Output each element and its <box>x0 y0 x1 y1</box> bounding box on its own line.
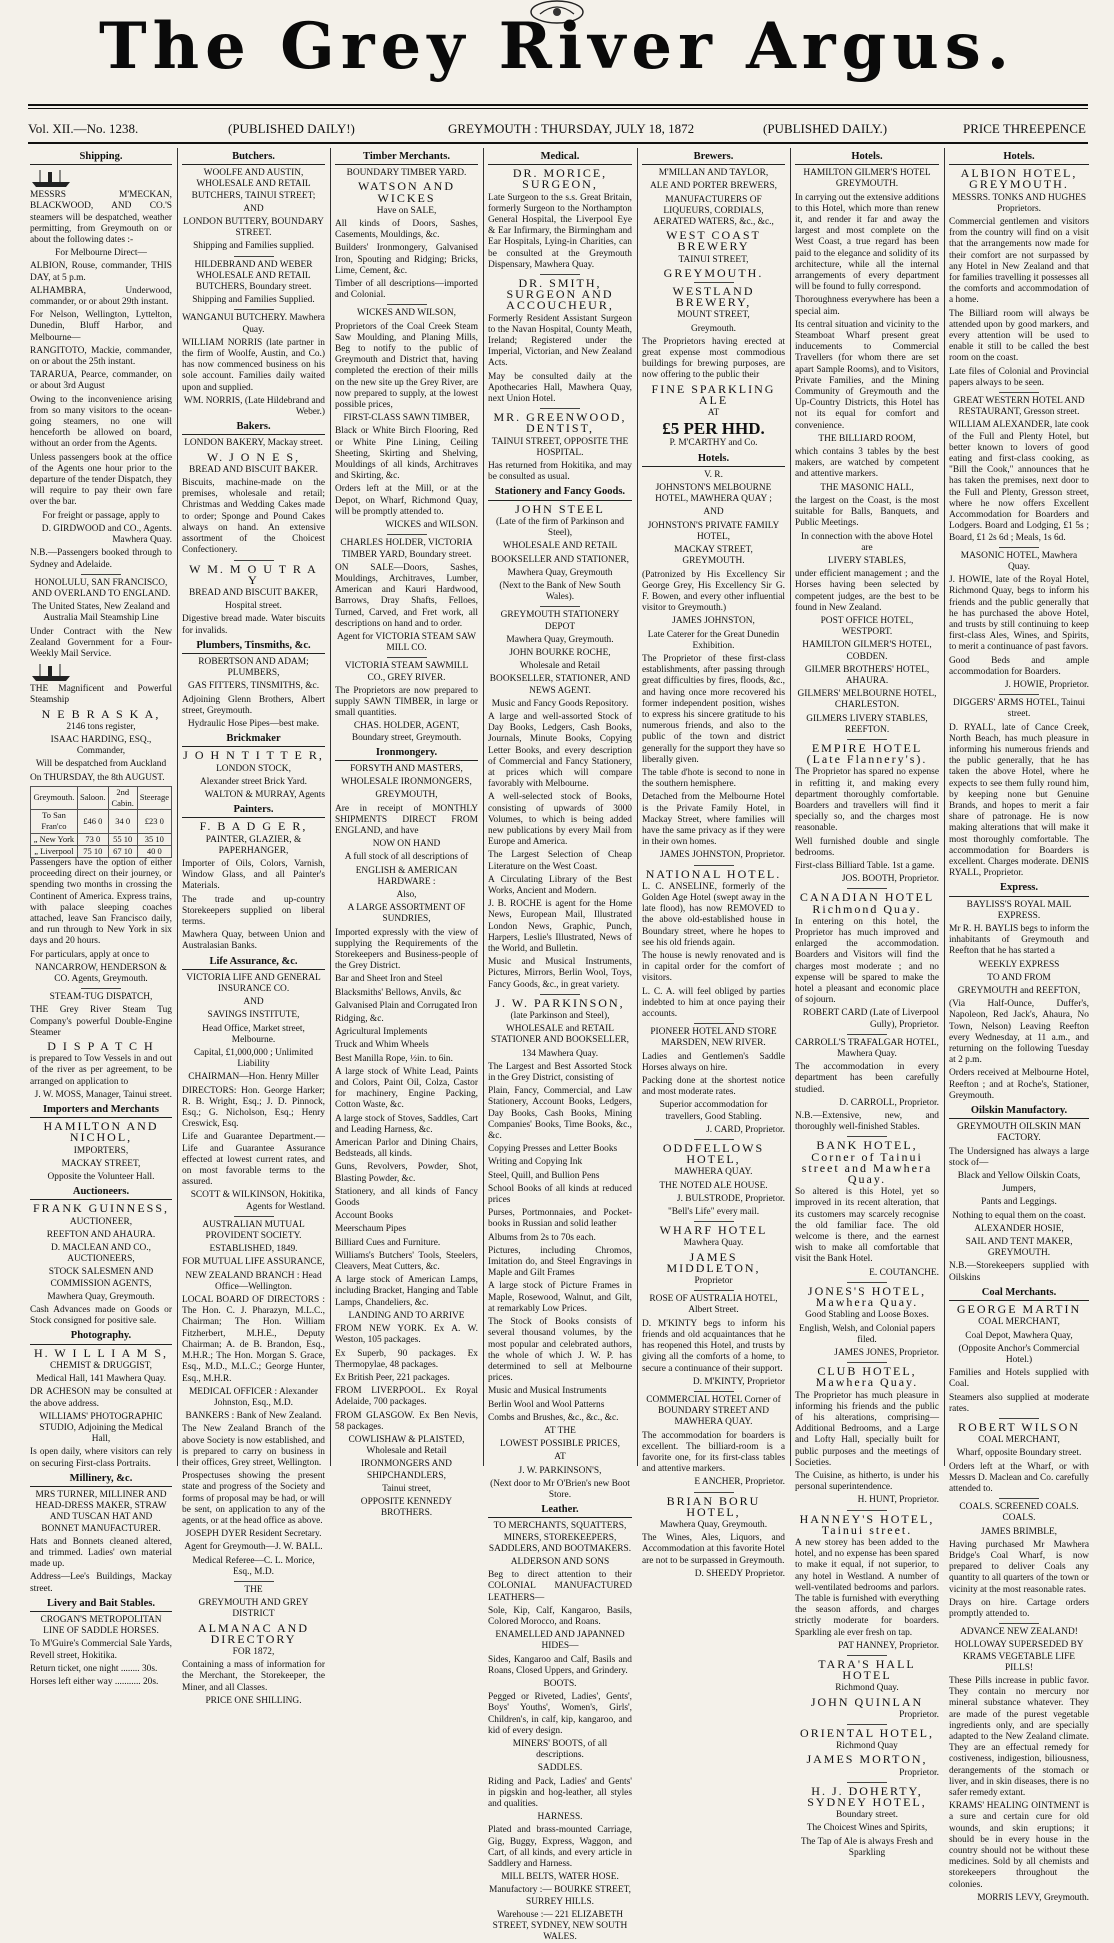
section-heading: Bakers. <box>182 421 325 435</box>
column-divider <box>637 148 638 1466</box>
table-row: „ Liverpool 75 10 67 10 40 0 <box>31 845 172 857</box>
column-6 <box>795 148 939 1858</box>
section-heading: Importers and Merchants <box>30 1104 172 1118</box>
section-heading: Oilskin Manufactory. <box>949 1105 1089 1119</box>
shipping-para: For Nelson, Wellington, Lyttelton, Dunedin, Bluff Harbor, and Melbourne— <box>30 310 172 343</box>
brickmaker-section: Brickmaker J O H N T I T T E R, LONDON STOCK, Alexander street Brick Yard. WALTON & MURRAY, Agents <box>183 733 325 800</box>
tug-para: is prepared to Tow Vessels in and out of the river as per agreement, to be arranged on application to <box>30 1054 172 1087</box>
section-heading: Hotels. <box>642 453 785 467</box>
importers-section: Importers and Merchants HAMILTON AND NICHOL, IMPORTERS, MACKAY STREET, Opposite the Volunteer Hall. <box>30 1104 172 1183</box>
nebraska-para: For particulars, apply at once to <box>30 949 150 960</box>
masthead-rule-top <box>28 104 1088 106</box>
shipping-para: TARARUA, Pearce, commander, on or about 3rd August <box>30 370 172 392</box>
column-1 <box>30 148 172 1687</box>
tug-para: J. W. MOSS, Manager, Tainui street. <box>34 1089 172 1100</box>
coal-section: Coal Merchants. GEORGE MARTIN COAL MERCHANT, Coal Depot, Mawhera Quay, (Opposite Anchor's Commercial Hotel.) Families and Hotels supplied with Coal. Steamers also supplied at moderate rates. ROBERT WILSON COAL MERCHANT, Wharf, opposite Boundary street. Orders left at the Wharf, or with Messrs D. Maclean and Co. carefully attended to. COALS. SCREENED COALS. COALS. JAMES BRIMBLE, Having purchased Mr Mawhera Bridge's Coal Wharf, is now prepared to deliver Coals any quantity to all quarters of the town or vicinity at the most reasonable rates. Drays on hire. Cartage orders promptly attended to. <box>949 1286 1089 1619</box>
volume-number: Vol. XII.—No. 1238. <box>28 121 139 136</box>
column-4 <box>488 148 632 1943</box>
medical-section: Medical. DR. MORICE, SURGEON, Late Surgeon to the s.s. Great Britain, formerly Surgeon to the Northampton General Hospital, the Liverpool Eye & Ear Infirmary, the Birmingham and Ear Hospitals, Lying-in Charities, can be consulted at the Greymouth Dispensary, Mawhera Quay. DR. SMITH, SURGEON AND ACCOUCHEUR, Formerly Resident Assistant Surgeon to the Navan Hospital, County Meath, Ireland; Registered under the Imperial, Victorian, and New Zealand Acts. May be consulted daily at the Apothecaries Hall, Mawhera Quay, next Union Hotel. MR. GREENWOOD, DENTIST, TAINUI STREET, OPPOSITE THE HOSPITAL. Has returned from Hokitika, and may be consulted as usual. <box>488 151 632 483</box>
hotels-section-col5: Hotels. V. R. JOHNSTON'S MELBOURNE HOTEL, MAWHERA QUAY ; AND JOHNSTON'S PRIVATE FAMILY HOTEL, MACKAY STREET, GREYMOUTH. (Patronized by His Excellency Sir George Grey, His Excellency Sir G. F. Bowen, and every other influential visitor to Greymouth.) JAMES JOHNSTON, Late Caterer for the Great Dunedin Exhibition. The Proprietor of these first-class establishments, after passing through great difficulties by fires, floods, &c., and having once more recovered his former independent position, wishes to express his sincere gratitude to his numerous friends, and also to the public of the town and district generally for the support they have so liberally given. The table d'hote is second to none in the southern hemisphere. Detached from the Melbourne Hotel is the Private Family Hotel, in Mackay Street, where families will have the same privacy as if they were in their own homes. JAMES JOHNSTON, Proprietor. NATIONAL HOTEL. L. C. ANSELINE, formerly of the Golden Age Hotel (swept away in the late flood), has now REMOVED to the above old-established house in Boundary street, where he hopes to see his old friends again. The house is newly renovated and is in capital order for the comfort of visitors. L. C. A. will feel obliged by parties indebted to him at once paying their accounts. PIONEER HOTEL AND STORE MARSDEN, NEW RIVER. Ladies and Gentlemen's Saddle Horses always on hire. Packing done at the shortest notice and most moderate rates. Superior accommodation for travellers, Good Stabling. J. CARD, Proprietor. ODDFELLOWS HOTEL, MAWHERA QUAY. THE NOTED ALE HOUSE. J. BULSTRODE, Proprietor. "Bell's Life" every mail. WHARF HOTEL Mawhera Quay. JAMES MIDDLETON, Proprietor ROSE OF AUSTRALIA HOTEL, Albert Street. D. M'KINTY begs to inform his friends and old acquaintances that he has reopened this Hotel, and trusts by giving all the comforts of a home, to secure a continuance of their support. D. M'KINTY, Proprietor COMMERCIAL HOTEL Corner of BOUNDARY STREET AND MAWHERA QUAY. The accommodation for boarders is excellent. The billiard-room is a favorite one, for its first-class tables and attentive markers. E ANCHER, Proprietor. BRIAN BORU HOTEL, Mawhera Quay, Greymouth. The Wines, Ales, Liquors, and Accommodation at this favorite Hotel are not to be surpassed in Greymouth. D. SHEEDY Proprietor. <box>642 452 785 1579</box>
pills-advert-section: ADVANCE NEW ZEALAND! HOLLOWAY SUPERSEDED BY KRAMS VEGETABLE LIFE PILLS! These Pills increase in public favor. They contain no mercury nor mineral substance whatever. They are made of the purest vegetable ingredients only, and are specially adapted to the New Zealand climate. They are an effectual remedy for costiveness, indigestion, biliousness, derangements of the stomach or liver, and in skin diseases, there is no safer remedy extant. KRAMS' HEALING OINTMENT is a sure and certain cure for old wounds, and skin eruptions; it should be in every house in the country should not be without these medicines. Sold by all chemists and storekeepers throughout the colonies. MORRIS LEVY, Greymouth. <box>949 1623 1089 1904</box>
section-heading: Plumbers, Tinsmiths, &c. <box>182 640 325 654</box>
butchers-section: Butchers. WOOLFE AND AUSTIN, WHOLESALE AND RETAIL BUTCHERS, TAINUI STREET; AND LONDON BUTTERY, BOUNDARY STREET. Shipping and Families supplied. HILDEBRAND AND WEBER WHOLESALE AND RETAIL BUTCHERS, Boundary street. Shipping and Families Supplied. WANGANUI BUTCHERY. Mawhera Quay. WILLIAM NORRIS (late partner in the firm of Woolfe, Austin, and Co.) has now commenced business on his sole account. Families daily waited upon and supplied. WM. NORRIS, (Late Hildebrand and Weber.) <box>182 151 325 418</box>
section-heading: Coal Merchants. <box>949 1287 1089 1301</box>
column-3 <box>335 148 478 1519</box>
tug-para: STEAM-TUG DISPATCH, <box>49 992 153 1003</box>
table-row: „ New York 73 0 55 10 35 10 <box>31 833 172 845</box>
shipping-para: For Melbourne Direct— <box>55 248 147 259</box>
table-row: To San Fran'co £46 0 34 0 £23 0 <box>31 810 172 833</box>
nebraska-para: ISAAC HARDING, ESQ., Commander, <box>50 734 152 757</box>
honolulu-para: HONOLULU, SAN FRANCISCO, AND OVERLAND TO ENGLAND. <box>31 577 171 599</box>
almanac-section: THE GREYMOUTH AND GREY DISTRICT ALMANAC AND DIRECTORY FOR 1872, Containing a mass of information for the Merchant, the Storekeeper, the Miner, and all Classes. PRICE ONE SHILLING. <box>182 1581 325 1707</box>
plumbers-section: Plumbers, Tinsmiths, &c. ROBERTSON AND ADAM; PLUMBERS, GAS FITTERS, TINSMITHS, &c. Adjoining Glenn Brothers, Albert street, Greymouth. Hydraulic Hose Pipes—best make. <box>182 639 325 729</box>
section-heading: Auctioneers. <box>30 1186 172 1200</box>
timber-section: Timber Merchants. BOUNDARY TIMBER YARD. WATSON AND WICKES Have on SALE, All kinds of Doors, Sashes, Casements, Mouldings, &c. Builders' Ironmongery, Galvanised Iron, Spouting and Ridging; Bricks, Lime, Cement, &c. Timber of all descriptions—imported and Colonial. WICKES AND WILSON, Proprietors of the Coal Creek Steam Saw Moulding, and Planing Mills, Beg to notify to the public of Greymouth and District that, having completed the erection of their mills on the new site up the Grey River, are now prepared to supply, at the lowest possible prices, FIRST-CLASS SAWN TIMBER, Black or White Birch Flooring, Red or White Pine Lining, Ceiling Sheeting, Skirting and Shelving, Mouldings of all kinds, Architraves and Skirting, &c. Orders left at the Mill, or at the Depot, on Wharf, Richmond Quay, will be promptly attended to. WICKES and WILSON. CHARLES HOLDER, VICTORIA TIMBER YARD, Boundary street. ON SALE—Doors, Sashes, Mouldings, Architraves, Lumber, American and Kauri Hardwood, Barrows, Dray Shafts, Felloes, Turned, Carved, and Fret work, all descriptions on hand and to order. Agent for VICTORIA STEAM SAW MILL CO. VICTORIA STEAM SAWMILL CO., GREY RIVER. The Proprietors are now prepared to supply SAWN TIMBER, in large or small quantities. CHAS. HOLDER, AGENT, Boundary street, Greymouth. <box>335 151 478 743</box>
section-heading: Painters. <box>182 804 325 818</box>
shipping-para: RANGITOTO, Mackie, commander, on or about the 25th instant. <box>30 345 172 368</box>
section-heading: Millinery, &c. <box>30 1473 172 1487</box>
photography-section: Photography. H. W I L L I A M S, CHEMIST & DRUGGIST, Medical Hall, 141 Mawhera Quay. DR ACHESON may be consulted at the above address. WILLIAMS' PHOTOGRAPHIC STUDIO, Adjoining the Medical Hall, Is open daily, where visitors can rely on securing First-class Portraits. <box>30 1330 172 1469</box>
section-heading: Brewers. <box>642 151 785 165</box>
column-2 <box>182 148 325 1706</box>
honolulu-para: The United States, New Zealand and Australia Mail Steamship Line <box>32 602 170 624</box>
shipping-para: ALBION, Rouse, commander, THIS DAY, at 5 p.m. <box>30 261 172 283</box>
price: PRICE THREEPENCE <box>963 121 1086 136</box>
column-7 <box>949 148 1090 1903</box>
life-assurance-section: Life Assurance, &c. VICTORIA LIFE AND GENERAL INSURANCE CO. AND SAVINGS INSTITUTE, Head Office, Market street, Melbourne. Capital, £1,000,000 ; Unlimited Liability CHAIRMAN—Hon. Henry Miller DIRECTORS: Hon. George Harker; R. B. Wright, Esq.; J. D. Pinnock, Esq.; G. Nicholson, Esq.; Henry Creswick, Esq. Life and Guarantee Department.—Life and Guarantee Assurance effected at lowest current rates, and on most favorable terms to the assured. SCOTT & WILKINSON, Hokitika, Agents for Westland. AUSTRALIAN MUTUAL PROVIDENT SOCIETY. ESTABLISHED, 1849. FOR MUTUAL LIFE ASSURANCE, NEW ZEALAND BRANCH : Head Office—Wellington. LOCAL BOARD OF DIRECTORS : The Hon. C. J. Pharazyn, M.L.C., Chairman; The Hon. William Fitzherbert, M.H.E., Deputy Chairman; A. de B. Brandon, Esq., M.H.R.; The Hon. Morgan S. Grace, Esq., M.D., M.L.C.; George Hunter, Esq., M.H.R. MEDICAL OFFICER : Alexander Johnston, Esq., M.D. BANKERS : Bank of New Zealand. The New Zealand Branch of the above Society is now established, and is prepared to carry on business in their offices, Grey street, Wellington. Prospectuses showing the present state and progress of the Society and forms of proposal may be had, or will be sent, on application to any of the agents, or at the head office as above. JOSEPH DYER Resident Secretary. Agent for Greymouth—J. W. BALL. Medical Referee—C. L. Morice, Esq., M.D. <box>182 955 325 1577</box>
shipping-para: For freight or passage, apply to <box>42 510 160 521</box>
leather-section: Leather. TO MERCHANTS, SQUATTERS, MINERS, STOREKEEPERS, SADDLERS, AND BOOTMAKERS. ALDERSON AND SONS Beg to direct attention to their COLONIAL MANUFACTURED LEATHERS— Sole, Kip, Calf, Kangaroo, Basils, Colored Morocco, and Roans. ENAMELLED AND JAPANNED HIDES— Sides, Kangaroo and Calf, Basils and Roans, Closed Uppers, and Grindery. BOOTS. Pegged or Riveted, Ladies', Gents', Boys' Youths', Women's, Girls', Children's, in calf, kip, kangaroo, and kid of every design. MINERS' BOOTS, of all descriptions. SADDLES. Riding and Pack, Ladies' and Gents' in pigskin and hog-leather, all styles and qualities. HARNESS. Plated and brass-mounted Carriage, Gig, Buggy, Express, Waggon, and Cart, of all kinds, and every article in Saddlery and Harness. MILL BELTS, WATER HOSE. Manufactory :— BOURKE STREET, SURREY HILLS. Warehouse :— 221 ELIZABETH STREET, SYDNEY, NEW SOUTH WALES. <box>488 1504 632 1943</box>
column-divider <box>483 148 484 1466</box>
masthead-rule-thin <box>28 108 1088 109</box>
section-heading: Shipping. <box>30 151 172 165</box>
tug-para: D I S P A T C H <box>47 1039 155 1054</box>
shipping-para: N.B.—Passengers booked through to Sydney and Adelaide. <box>30 548 172 570</box>
shipping-para: MESSRS M'MECKAN, BLACKWOOD, AND CO.'S steamers will be despatched, weather permitting, from Greymouth on or about the following dates :- <box>30 190 172 246</box>
nebraska-para: N E B R A S K A, <box>41 706 161 721</box>
shipping-para: D. GIRDWOOD and CO., Agents. Mawhera Quay. <box>41 523 172 546</box>
section-heading: Hotels. <box>949 151 1089 165</box>
brewers-section: Brewers. M'MILLAN AND TAYLOR, ALE AND PORTER BREWERS, MANUFACTURERS OF LIQUEURS, CORDIALS, AERATED WATERS, &c., &c., WEST COAST BREWERY TAINUI STREET, GREYMOUTH. WESTLAND BREWERY, MOUNT STREET, Greymouth. The Proprietors having erected at great expense most commodious buildings for brewing purposes, are now offering to the public their FINE SPARKLING ALE AT £5 PER HHD. P. M'CARTHY and Co. <box>642 151 785 449</box>
shipping-para: Unless passengers book at the office of the Agents one hour prior to the departure of the tender Dispatch, they will require to pay their own fare over the bar. <box>30 452 172 508</box>
column-divider <box>944 148 945 1466</box>
masthead <box>0 0 1114 98</box>
stationery-section: Stationery and Fancy Goods. JOHN STEEL (Late of the firm of Parkinson and Steel), WHOLESALE AND RETAIL BOOKSELLER AND STATIONER, Mawhera Quay, Greymouth (Next to the Bank of New South Wales). GREYMOUTH STATIONERY DEPOT Mawhera Quay, Greymouth. JOHN BOURKE ROCHE, Wholesale and Retail BOOKSELLER, STATIONER, AND NEWS AGENT. Music and Fancy Goods Repository. A large and well-assorted Stock of Day Books, Ledgers, Cash Books, Journals, Minute Books, Copying Letter Books, and every description of Commercial and Fancy Stationery, at prices which will compare favorably with Melbourne. A well-selected stock of Books, consisting of upwards of 3000 Volumes, to which is being added new publications by every Mail from Europe and America. The Largest Selection of Cheap Literature on the West Coast. A Circulating Library of the Best Works, Ancient and Modern. J. B. ROCHE is agent for the Home News, European Mail, Illustrated London News, Graphic, Punch, Harpers, Leslie's Illustrated, News of the World, and Bulletin. Music and Musical Instruments, Pictures, Mirrors, Berlin Wool, Toys, Fancy Goods, &c., in great variety. J. W. PARKINSON, (late Parkinson and Steel), WHOLESALE and RETAIL STATIONER AND BOOKSELLER, 134 Mawhera Quay. The Largest and Best Assorted Stock in the Grey District, consisting of Plain, Fancy, Commercial, and Law Stationery, Account Books, Ledgers, Day Books, Cash Books, Mining Companies' Books, Time Books, &c., &c. Copying Presses and Letter Books Writing and Copying Ink Steel, Quill, and Bullion Pens School Books of all kinds at reduced prices Purses, Portmonnaies, and Pocket-books in Russian and solid leather Albums from 2s to 70s each. Pictures, including Chromos, Imitation do, and Steel Engravings in Maple and Gilt Frames A large stock of Picture Frames in Maple, Rosewood, Walnut, and Gilt, at remarkably Low Prices. The Stock of Books consists of several thousand volumes, by the most popular and celebrated authors, the whole of which J. W. P. has determined to sell at Melbourne prices. Music and Musical Instruments Berlin Wool and Wool Patterns Combs and Brushes, &c., &c., &c. AT THE LOWEST POSSIBLE PRICES, AT J. W. PARKINSON'S, (Next door to Mr O'Brien's new Boot Store. <box>488 486 632 1500</box>
section-heading: Medical. <box>488 151 632 165</box>
steamship-icon <box>30 662 74 682</box>
published-daily-left: (PUBLISHED DAILY!) <box>228 121 355 136</box>
column-5 <box>642 148 785 1579</box>
ironmongery-section: Ironmongery. FORSYTH AND MASTERS, WHOLESALE IRONMONGERS, GREYMOUTH, Are in receipt of MONTHLY SHIPMENTS DIRECT FROM ENGLAND, and have NOW ON HAND A full stock of all descriptions of ENGLISH & AMERICAN HARDWARE : Also, A LARGE ASSORTMENT OF SUNDRIES, Imported expressly with the view of supplying the Requirements of the Storekeepers and Business-people of the Grey District. Bar and Sheet Iron and Steel Blacksmiths' Bellows, Anvils, &c Galvanised Plain and Corrugated Iron Ridging, &c. Agricultural Implements Truck and Whim Wheels Best Manilla Rope, ½in. to 6in. A large stock of White Lead, Paints and Colors, Paint Oil, Colza, Castor for machinery, Engine Packing, Cotton Waste, &c. A large stock of Stoves, Saddles, Cart and Leading Harness, &c. American Parlor and Dining Chairs, Bedsteads, all kinds. Guns, Revolvers, Powder, Shot, Blasting Powder, &c. Stationery, and all kinds of Fancy Goods Account Books Meerschaum Pipes Billiard Cues and Furniture. Williams's Butchers' Tools, Steelers, Cleavers, Meat Cutters, &c. A large stock of American Lamps, including Bracket, Hanging and Table Lamps, Chandeliers, &c. LANDING AND TO ARRIVE FROM NEW YORK. Ex A. W. Weston, 105 packages. Ex Superb, 90 packages. Ex Thermopylae, 48 packages. Ex British Peer, 221 packages. FROM LIVERPOOL. Ex Royal Adelaide, 700 packages. FROM GLASGOW. Ex Ben Nevis, 58 packages. COWLISHAW & PLAISTED, Wholesale and Retail IRONMONGERS AND SHIPCHANDLERS, Tainui street, OPPOSITE KENNEDY BROTHERS. <box>335 746 478 1519</box>
nebraska-para: NANCARROW, HENDERSON & CO. Agents, Greymouth. <box>35 962 167 984</box>
section-heading: Brickmaker <box>182 733 325 747</box>
column-divider <box>330 148 331 1466</box>
shipping-para: ALHAMBRA, Underwood, commander, or or about 29th instant. <box>30 285 172 308</box>
auctioneers-section: Auctioneers. FRANK GUINNESS, AUCTIONEER, REEFTON AND AHAURA. D. MACLEAN AND CO., AUCTIONEERS, STOCK SALESMEN AND COMMISSION AGENTS, Mawhera Quay, Greymouth. Cash Advances made on Goods or Stock consigned for positive sale. <box>30 1186 172 1327</box>
nebraska-para: 2146 tons register, <box>66 721 136 732</box>
hotels-section-col7: Hotels. ALBION HOTEL, GREYMOUTH. MESSRS. TONKS AND HUGHES Proprietors. Commercial gentlemen and visitors from the country will find on a visit that the arrangements now made for their comfort are not surpassed by any Hotel in New Zealand and that for families travelling it possesses all the comforts and accommodation of a home. The Billiard room will always be attended upon by good markers, and every attention will be used to enable it still to be called the best room on the coast. Late files of Colonial and Provincial papers always to be seen. GREAT WESTERN HOTEL AND RESTAURANT, Gresson street. WILLIAM ALEXANDER, late cook of the Full and Plenty Hotel, but better known to lovers of good eating and first-class cooking, as "Bill the Cook," announces that he has taken the premises, next door to the Full and Plenty, Gresson street, where he now offers Excellent Accommodation for Boarders and Lodgers. Board and Lodging, £1 5s ; Board, £1 2s 6d ; Meals, 1s 6d. MASONIC HOTEL, Mawhera Quay. J. HOWIE, late of the Royal Hotel, Richmond Quay, begs to inform his friends and the public generally that he has purchased the above Hotel, and trusts by still continuing to keep first-class Ales, Wines, and Spirits, to merit a continuance of past favors. Good Beds and ample accommodation for Boarders. J. HOWIE, Proprietor. DIGGERS' ARMS HOTEL, Tainui street. D. RYALL, late of Cance Creek, North Beach, has much pleasure in informing his numerous friends and the public generally, that he has taken the above Hotel, where he expects to see them fully round him, by keeping none but Genuine Brands, and hopes to merit a fair share of patronage. He is now making alterations that will make it most thoroughly comfortable. The accommodation for Boarders is excellent. Charges moderate. DENIS RYALL, Proprietor. <box>949 151 1089 879</box>
millinery-section: Millinery, &c. MRS TURNER, MILLINER AND HEAD-DRESS MAKER, STRAW AND TUSCAN HAT AND BONNET MANUFACTURER. Hats and Bonnets cleaned altered, and trimmed. Ladies' own material made up. Address—Lee's Buildings, Mackay street. <box>30 1472 172 1594</box>
section-heading: Life Assurance, &c. <box>182 956 325 970</box>
livery-section: Livery and Bait Stables. CROGAN'S METROPOLITAN LINE OF SADDLE HORSES. To M'Guire's Commercial Sale Yards, Revell street, Hokitika. Return ticket, one night ........ 30s. Horses left either way ........... 20s. <box>30 1597 172 1687</box>
section-heading: Leather. <box>488 1504 632 1518</box>
section-heading: Butchers. <box>182 151 325 165</box>
section-heading: Hotels. <box>795 151 939 165</box>
nebraska-para: On THURSDAY, the 8th AUGUST. <box>30 772 165 783</box>
bakers-section: Bakers. LONDON BAKERY, Mackay street. W. J O N E S, BREAD AND BISCUIT BAKER. Biscuits, machine-made on the premises, wholesale and retail; Christmas and Wedding Cakes made to order; Sponge and Pound Cakes always on hand. An extensive assortment of the Choicest Confectionery. W M. M O U T R A Y BREAD AND BISCUIT BAKER, Hospital street. Digestive bread made. Water biscuits for invalids. <box>182 421 325 636</box>
fares-table: Greymouth. Saloon. 2nd Cabin. Steerage To San Fran'co £46 0 34 0 £23 0 „ New York 73 0 55 10 35 10 „ Liverpool 75 10 67 10 40 0 <box>30 786 172 858</box>
place-and-date: GREYMOUTH : THURSDAY, JULY 18, 1872 <box>448 121 695 136</box>
hotels-section-col6: Hotels. HAMILTON GILMER'S HOTEL GREYMOUTH. In carrying out the extensive additions to this Hotel, which more than renew it, and render it far and away the largest and most complete on the West Coast, a true regard has been paid to the elegance and solidity of its architecture, while all the internal arrangements of every department will be found to fully correspond. Thoroughness everywhere has been a special aim. Its central situation and vicinity to the Steamboat Wharf present great inducements to Commercial Travellers (for whom there are set apart Sample Rooms), and to Visitors, Private Families, and the Mining Community of Greymouth and the Up-Country Districts, this Hotel has not its equal for comfort and convenience. THE BILLIARD ROOM, which contains 3 tables by the best makers, are watched by competent and attentive markers. THE MASONIC HALL, the largest on the Coast, is the most suitable for Balls, Banquets, and Public Meetings. In connection with the above Hotel are LIVERY STABLES, under efficient management ; and the Horses having been selected by competent judges, are the best to be found in New Zealand. POST OFFICE HOTEL, WESTPORT. HAMILTON GILMER'S HOTEL, COBDEN. GILMER BROTHERS' HOTEL, AHAURA. GILMERS' MELBOURNE HOTEL, CHARLESTON. GILMERS LIVERY STABLES, REEFTON. EMPIRE HOTEL (Late Flannery's). The Proprietor has spared no expense in refitting it, and making every department thoroughly comfortable. Boarders and travellers will find it specially so, and the charges most reasonable. Well furnished double and single bedrooms. First-class Billiard Table. 1st a game. JOS. BOOTH, Proprietor. CANADIAN HOTEL Richmond Quay. In entering on this hotel, the Proprietor has much improved and enlarged the accommodation. Boarders and Visitors will find the charges most moderate ; and no expense will be spared to make the hotel a pleasant and economic place of sojourn. ROBERT CARD (Late of Liverpool Gully), Proprietor. CARROLL'S TRAFALGAR HOTEL, Mawhera Quay. The accommodation in every department has been carefully studied. D. CARROLL, Proprietor. N.B.—Extensive, new, and thoroughly well-finished Stables. BANK HOTEL, Corner of Tainui street and Mawhera Quay. So altered is this Hotel, yet so improved in its recent alteration, that its customers may scarcely recognise the old familiar face. The old welcome is there, and the earnest wish to make all comfortable that visit the Bank Hotel. E. COUTANCHE. JONES'S HOTEL, Mawhera Quay. Good Stabling and Loose Boxes. English, Welsh, and Colonial papers filed. JAMES JONES, Proprietor. CLUB HOTEL, Mawhera Quay. The Proprietor has much pleasure in informing his friends and the public of his alterations, comprising—Additional Bedrooms, and a Large and Lofty Hall, specially built for public purposes and the meetings of Societies. The Cuisine, as hitherto, is under his personal superintendence. H. HUNT, Proprietor. HANNEY'S HOTEL, Tainui street. A new storey has been added to the hotel, and no expense has been spared to make it equal, if not superior, to any hotel in Westland. A number of well-ventilated bedrooms and parlors. The table is furnished with everything the season affords, and charges strictly moderate for boarders. Sparkling ale ever fresh on tap. PAT HANNEY, Proprietor. TARA'S HALL HOTEL Richmond Quay. JOHN QUINLAN Proprietor. ORIENTAL HOTEL, Richmond Quay JAMES MORTON, Proprietor. H. J. DOHERTY, SYDNEY HOTEL, Boundary street. The Choicest Wines and Spirits, The Tap of Ale is always Fresh and Sparkling <box>795 151 939 1858</box>
dateline <box>28 118 1088 140</box>
section-heading: Ironmongery. <box>335 747 478 761</box>
tug-para: THE Grey River Steam Tug Company's powerful Double-Engine Steamer <box>30 1005 172 1038</box>
section-heading: Stationery and Fancy Goods. <box>488 486 632 500</box>
column-divider <box>790 148 791 1466</box>
section-heading: Photography. <box>30 1330 172 1344</box>
honolulu-para: Under Contract with the New Zealand Government for a Four-Weekly Mail Service. <box>30 626 172 659</box>
painters-section: Painters. F. B A D G E R, PAINTER, GLAZIER, & PAPERHANGER, Importer of Oils, Colors, Varnish, Window Glass, and all Painter's Materials. The trade and up-country Storekeepers supplied on liberal terms. Mawhera Quay, between Union and Australasian Banks. <box>182 804 325 952</box>
oilskin-section: Oilskin Manufactory. GREYMOUTH OILSKIN MAN FACTORY. The Undersigned has always a large stock of— Black and Yellow Oilskin Coats, Jumpers, Pants and Leggings. Nothing to equal them on the coast. ALEXANDER HOSIE, SAIL AND TENT MAKER, GREYMOUTH. N.B.—Storekeepers supplied with Oilskins <box>949 1105 1089 1283</box>
published-daily-right: (PUBLISHED DAILY.) <box>763 121 888 136</box>
nebraska-para: THE Magnificent and Powerful Steamship <box>30 684 172 706</box>
newspaper-title: The Grey River Argus. <box>98 9 1016 84</box>
shipping-section <box>30 151 172 1101</box>
section-heading: Livery and Bait Stables. <box>30 1598 172 1612</box>
nebraska-para: Will be despatched from Auckland <box>35 759 167 770</box>
steamship-icon <box>30 168 74 188</box>
column-divider <box>177 148 178 1466</box>
nebraska-para: Passengers have the option of either proceeding direct on their journey, or spending two months in crossing the Continent of America. Express trains, with palace sleeping coaches attached, leave San Francisco daily, and run through to New York in six days and 20 hours. <box>30 857 172 947</box>
shipping-para: Owing to the inconvenience arising from so many visitors to the ocean-going steamers, no one will henceforth be allowed on board, without an order from the Agents. <box>30 394 172 450</box>
express-section: Express. BAYLISS'S ROYAL MAIL EXPRESS. Mr R. H. BAYLIS begs to inform the inhabitants of Greymouth and Reefton that he has started a WEEKLY EXPRESS TO AND FROM GREYMOUTH and REEFTON, (Via Half-Ounce, Duffer's, Napoleon, Red Jack's, Ahaura, No Town, Nelson) Leaving Reefton every Wednesday, at 11 a.m., and returning on the following Tuesday at 2 p.m. Orders received at Melbourne Hotel, Reefton ; and at Roche's, Stationer, Greymouth. <box>949 882 1090 1101</box>
section-heading: Express. <box>949 882 1089 896</box>
section-heading: Timber Merchants. <box>335 151 478 165</box>
dateline-rule <box>28 142 1088 144</box>
